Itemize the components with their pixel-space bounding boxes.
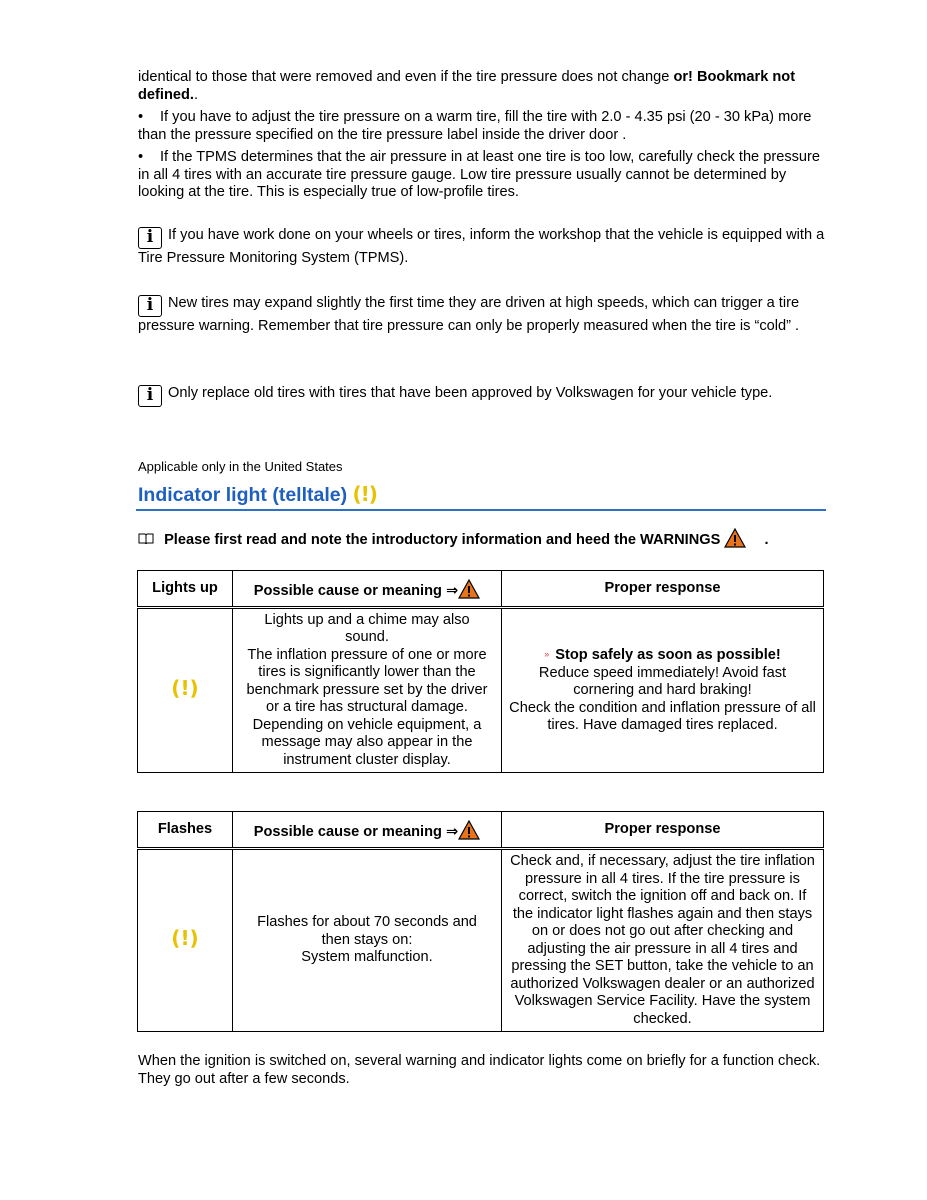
- intro-text: identical to those that were removed and even if the tire pressure does not change: [138, 69, 674, 85]
- col-response: Proper response: [502, 812, 824, 849]
- bullet-text: If you have to adjust the tire pressure on a warm tire, fill the tire with 2.0 - 4.35 psi (20 - 30 kPa) more than the pressure specified on the tire pressure label inside the driver door .: [138, 109, 812, 143]
- footer-paragraph: When the ignition is switched on, several warning and indicator lights come on briefly for a function check. They go out after a few seconds.: [138, 1053, 821, 1087]
- cause-cell: Lights up and a chime may also sound. The inflation pressure of one or more tires is significantly lower than the benchmark pressure set by the driver or a tire has structural damage. Depending on vehicle equipment, a message may also appear in the instrument cluster display.: [233, 608, 502, 773]
- section-heading: [138, 482, 377, 507]
- table-row: [138, 608, 824, 773]
- warning-triangle-icon: [724, 528, 746, 552]
- col-cause-label: Possible cause or meaning ⇒: [253, 582, 459, 599]
- warning-triangle-icon: [458, 579, 480, 605]
- bullet-item: [138, 149, 828, 202]
- bullet-text: If the TPMS determines that the air pressure in at least one tire is too low, carefully check the pressure in all 4 tires with an accurate tire pressure gauge. Low tire pressure usually cannot be determined by looking at the tire. This is especially true of low-profile tires.: [138, 149, 821, 200]
- note-2: [138, 294, 828, 335]
- response-cell: Check and, if necessary, adjust the tire inflation pressure in all 4 tires. If the tire pressure is correct, switch the ignition off and back on. If the indicator light flashes again and then stays on or does not go out after checking and adjusting the air pressure in all 4 tires and pressing the SET button, take the vehicle to an authorized Volkswagen dealer or an authorized Volkswagen Service Facility. Have the system checked.: [502, 849, 824, 1032]
- lights-up-table: [137, 570, 824, 773]
- info-icon: i: [138, 385, 162, 407]
- col-lights-up: Lights up: [138, 571, 233, 608]
- flashes-table: [137, 811, 824, 1032]
- heading-rule: [136, 509, 826, 511]
- info-icon: i: [138, 295, 162, 317]
- bookmark-error-text: or! Bookmark not defined.: [138, 69, 796, 103]
- bullet-icon: »: [544, 649, 550, 660]
- note-text: New tires may expand slightly the first time they are driven at high speeds, which can trigger a tire pressure warning. Remember that tire pressure can only be properly measured when the tire is “cold” .: [138, 295, 800, 334]
- table-header-row: [138, 571, 824, 608]
- bullet-item: [138, 109, 828, 144]
- read-note-text: Please first read and note the introductory information and heed the WARNINGS: [164, 532, 721, 548]
- bullet-icon: •: [138, 149, 144, 165]
- intro-paragraph: [138, 69, 828, 104]
- info-icon: i: [138, 227, 162, 249]
- read-note-end: .: [764, 532, 769, 548]
- response-text: Reduce speed immediately! Avoid fast cornering and hard braking! Check the condition and inflation pressure of all tires. Have damaged tires replaced.: [509, 664, 816, 734]
- tire-pressure-warning-icon: (!): [352, 482, 377, 506]
- cause-cell: Flashes for about 70 seconds and then stays on: System malfunction.: [233, 849, 502, 1032]
- intro-end: .: [193, 86, 199, 103]
- warning-triangle-icon: [458, 820, 480, 846]
- table-row: [138, 849, 824, 1032]
- indicator-cell: [138, 608, 233, 773]
- col-cause: [233, 812, 502, 849]
- read-first-note: [138, 528, 769, 552]
- bullet-icon: •: [138, 109, 144, 125]
- table-header-row: [138, 812, 824, 849]
- note-3: [138, 384, 828, 407]
- applicability-note: Applicable only in the United States: [138, 459, 343, 474]
- indicator-cell: [138, 849, 233, 1032]
- col-cause: [233, 571, 502, 608]
- note-text: Only replace old tires with tires that have been approved by Volkswagen for your vehicle type.: [168, 385, 773, 401]
- note-text: If you have work done on your wheels or tires, inform the workshop that the vehicle is equipped with a Tire Pressure Monitoring System (TPMS).: [138, 227, 825, 266]
- note-1: [138, 226, 828, 267]
- tire-pressure-warning-icon: (!): [171, 676, 199, 701]
- col-cause-label: Possible cause or meaning ⇒: [253, 823, 459, 840]
- tire-pressure-warning-icon: (!): [171, 926, 199, 951]
- response-cell: [502, 608, 824, 773]
- col-response: Proper response: [502, 571, 824, 608]
- col-flashes: Flashes: [138, 812, 233, 849]
- response-bold: Stop safely as soon as possible!: [555, 647, 781, 664]
- book-icon: [138, 532, 160, 548]
- heading-text: Indicator light (telltale): [138, 484, 348, 506]
